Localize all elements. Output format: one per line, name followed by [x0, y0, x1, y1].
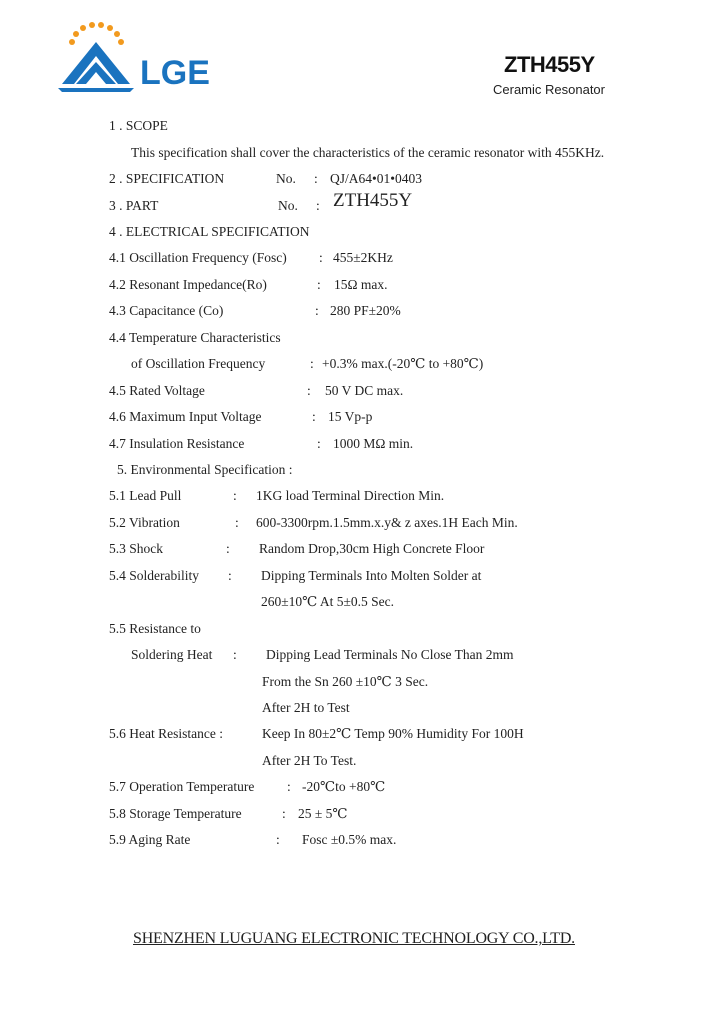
part-no-label: No.	[278, 198, 298, 213]
spec-colon: :	[314, 171, 318, 186]
e45-colon: :	[307, 383, 311, 398]
v59-value: Fosc ±0.5% max.	[302, 832, 397, 847]
e41-label: 4.1 Oscillation Frequency (Fosc)	[109, 250, 287, 265]
svg-text:LGE: LGE	[140, 54, 210, 92]
v53-value: Random Drop,30cm High Concrete Floor	[259, 541, 485, 556]
v51-colon: :	[233, 488, 237, 503]
section-environmental-heading: 5. Environmental Specification :	[117, 462, 293, 477]
company-footer: SHENZHEN LUGUANG ELECTRONIC TECHNOLOGY CO.,LTD.	[133, 930, 575, 947]
v55-value-2: From the Sn 260 ±10℃ 3 Sec.	[262, 674, 429, 689]
v51-value: 1KG load Terminal Direction Min.	[256, 488, 445, 503]
e45-value: 50 V DC max.	[325, 383, 404, 398]
v55-value: Dipping Lead Terminals No Close Than 2mm	[266, 647, 514, 662]
e44-value: +0.3% max.(-20℃ to +80℃)	[322, 356, 484, 371]
v56-value-2: After 2H To Test.	[262, 753, 357, 768]
section-electrical-heading: 4 . ELECTRICAL SPECIFICATION	[109, 224, 310, 239]
section-scope-heading: 1 . SCOPE	[109, 118, 168, 133]
e47-label: 4.7 Insulation Resistance	[109, 436, 245, 451]
scope-text: This specification shall cover the characteristics of the ceramic resonator with 455KHz.	[131, 145, 605, 160]
section-specification-label: 2 . SPECIFICATION	[109, 171, 225, 186]
e42-colon: :	[317, 277, 321, 292]
v55-sub-label: Soldering Heat	[131, 647, 213, 662]
v52-colon: :	[235, 515, 239, 530]
v53-colon: :	[226, 541, 230, 556]
v55-label: 5.5 Resistance to	[109, 621, 201, 636]
v56-value: Keep In 80±2℃ Temp 90% Humidity For 100H	[262, 726, 524, 741]
v58-value: 25 ± 5℃	[298, 806, 348, 821]
v52-value: 600-3300rpm.1.5mm.x.y& z axes.1H Each Min.	[256, 515, 518, 530]
spec-value: QJ/A64•01•0403	[330, 171, 422, 186]
part-colon: :	[316, 198, 320, 213]
part-value: ZTH455Y	[333, 190, 413, 211]
v58-label: 5.8 Storage Temperature	[109, 806, 242, 821]
v55-colon: :	[233, 647, 237, 662]
e47-value: 1000 MΩ min.	[333, 436, 414, 451]
v54-value-2: 260±10℃ At 5±0.5 Sec.	[261, 594, 395, 609]
e45-label: 4.5 Rated Voltage	[109, 383, 205, 398]
v57-value: -20℃to +80℃	[302, 779, 386, 794]
v56-label: 5.6 Heat Resistance :	[109, 726, 223, 741]
e46-label: 4.6 Maximum Input Voltage	[109, 409, 262, 424]
company-logo	[52, 20, 242, 100]
e44-colon: :	[310, 356, 314, 371]
e42-value: 15Ω max.	[334, 277, 388, 292]
v55-value-3: After 2H to Test	[262, 700, 350, 715]
e43-value: 280 PF±20%	[330, 303, 401, 318]
e44-sub-label: of Oscillation Frequency	[131, 356, 266, 371]
v57-label: 5.7 Operation Temperature	[109, 779, 255, 794]
logo-mark-icon	[52, 20, 242, 100]
v59-colon: :	[276, 832, 280, 847]
e47-colon: :	[317, 436, 321, 451]
v59-label: 5.9 Aging Rate	[109, 832, 191, 847]
v51-label: 5.1 Lead Pull	[109, 488, 182, 503]
e43-colon: :	[315, 303, 319, 318]
e44-label: 4.4 Temperature Characteristics	[109, 330, 281, 345]
e41-colon: :	[319, 250, 323, 265]
v54-colon: :	[228, 568, 232, 583]
v54-label: 5.4 Solderability	[109, 568, 199, 583]
product-subtitle: Ceramic Resonator	[493, 82, 605, 97]
e43-label: 4.3 Capacitance (Co)	[109, 303, 224, 318]
v52-label: 5.2 Vibration	[109, 515, 180, 530]
v57-colon: :	[287, 779, 291, 794]
section-part-label: 3 . PART	[109, 198, 159, 213]
v54-value: Dipping Terminals Into Molten Solder at	[261, 568, 482, 583]
e42-label: 4.2 Resonant Impedance(Ro)	[109, 277, 267, 292]
spec-no-label: No.	[276, 171, 296, 186]
v58-colon: :	[282, 806, 286, 821]
e46-colon: :	[312, 409, 316, 424]
e41-value: 455±2KHz	[333, 250, 393, 265]
e46-value: 15 Vp-p	[328, 409, 373, 424]
v53-label: 5.3 Shock	[109, 541, 163, 556]
model-title: ZTH455Y	[504, 52, 595, 77]
